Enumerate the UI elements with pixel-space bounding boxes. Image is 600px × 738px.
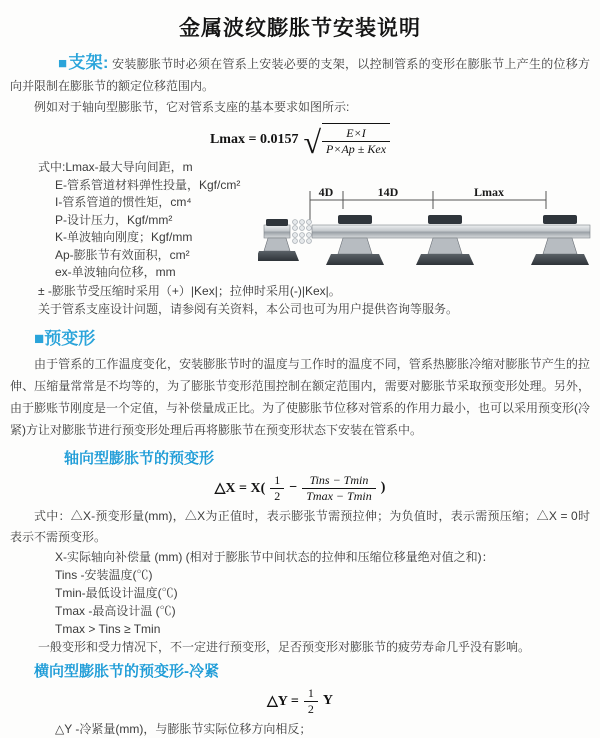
lmax-formula-numerator: E×I	[322, 127, 390, 142]
section-preform-heading	[34, 328, 590, 350]
support-example-line: 例如对于轴向型膨胀节，它对管系支座的基本要求如图所示:	[34, 100, 350, 114]
lateral-formula-lhs: △Y =	[267, 693, 299, 709]
definition-line: ex-单波轴向位移，mm	[55, 265, 176, 279]
lmax-formula-denominator: P×Ap ± Kex	[326, 142, 387, 156]
radical-sign: √	[303, 123, 322, 160]
section-preform-label: 预变形	[44, 328, 96, 348]
lateral-formula-denominator: 2	[307, 701, 314, 716]
section-square-icon: ■	[34, 328, 45, 348]
axial-formula-minus: −	[289, 480, 298, 495]
pipe	[312, 225, 590, 238]
lmax-formula-fraction	[322, 127, 390, 156]
lateral-formula	[10, 687, 590, 716]
dimension-label-4d: 4D	[318, 185, 334, 199]
page-title: 金属波纹膨胀节安装说明	[179, 17, 421, 40]
lateral-note-line: △Y -冷紧量(mm)，与膨胀节实际位移方向相反；	[55, 721, 312, 736]
lmax-formula-lhs: Lmax = 0.0157	[209, 131, 299, 147]
pipe-support	[326, 215, 384, 265]
pipe-stub	[264, 225, 290, 238]
axial-definition-line: Tmax > Tins ≥ Tmin	[55, 621, 161, 636]
axial-definition-line: Tmax -最高设计温 (℃)	[55, 603, 176, 618]
formula-definitions-list	[10, 159, 258, 282]
lateral-formula-fraction	[304, 687, 318, 716]
plus-minus-note: ± -膨胀节受压缩时采用（+）|Kex|；拉伸时采用(-)|Kex|。	[38, 283, 341, 298]
axial-formula	[10, 474, 590, 503]
axial-definition-line: Tins -安装温度(℃)	[55, 567, 153, 582]
axial-explain-paragraph: 式中：△X-预变形量(mm)，△X为正值时，表示膨张节需预拉伸；为负值时，表示需预压缩；△X = 0时表示不需预变形。	[10, 508, 590, 544]
definition-line: I-管系管道的惯性矩，cm⁴	[55, 195, 192, 209]
definitions-and-diagram	[10, 159, 590, 282]
axial-formula-half-denominator: 2	[274, 488, 281, 503]
section-square-icon: ■	[58, 55, 68, 72]
support-intro-text: 安装膨胀节时必须在管系上安装必要的支架，以控制管系的变形在膨胀节上产生的位移方向并限制在膨胀节的额定位移范围内。	[10, 57, 590, 93]
support-intro-paragraph	[10, 52, 590, 97]
definition-line: K-单波轴向刚度；Kgf/mm	[55, 230, 193, 244]
pipe-support-diagram-svg	[258, 183, 600, 277]
axial-subheading: 轴向型膨胀节的预变形	[64, 449, 215, 467]
lmax-formula-radicand	[322, 123, 390, 156]
definition-line: E-管系管道材料弹性投量，Kgf/cm²	[55, 177, 241, 192]
definition-line: P-设计压力，Kgf/mm²	[55, 212, 173, 227]
pipe-support-diagram	[258, 183, 600, 280]
axial-remark-line: 一般变形和受力情况下，不一定进行预变形，足否预变形对膨胀节的疲劳寿命几乎没有影响。	[38, 639, 531, 654]
axial-formula-lhs: △X = X(	[214, 480, 266, 496]
dimension-label-14d: 14D	[377, 185, 399, 199]
definition-line: Ap-膨胀节有效面积，cm²	[55, 247, 190, 262]
axial-definitions-list	[10, 548, 590, 656]
service-note: 关于管系支座设计问题，请参阅有关资料，本公司也可为用户提供咨询等服务。	[38, 301, 459, 316]
lmax-formula	[10, 123, 590, 160]
pipe-support	[531, 215, 589, 265]
section-support-label: 支架:	[68, 53, 109, 72]
bellows-icon	[293, 220, 312, 244]
definition-line: 式中:Lmax-最大导向间距，m	[38, 160, 193, 174]
axial-formula-temp-fraction	[302, 474, 375, 503]
axial-formula-rparen: )	[380, 480, 386, 495]
pipe-support	[416, 215, 474, 265]
axial-formula-temp-denominator: Tmax − Tmin	[306, 488, 372, 503]
lateral-formula-rhs: Y	[322, 693, 333, 708]
axial-formula-half-numerator: 1	[270, 474, 284, 489]
lateral-subheading: 横向型膨胀节的预变形-冷紧	[34, 662, 219, 680]
axial-formula-temp-numerator: Tins − Tmin	[302, 474, 375, 489]
axial-definition-line: X-实际轴向补偿量 (mm) (相对于膨胀节中间状态的拉伸和压缩位移量绝对值之和)：	[55, 549, 494, 564]
section-support-heading	[58, 53, 109, 72]
axial-formula-half-fraction	[270, 474, 284, 503]
dimension-label-lmax: Lmax	[474, 185, 504, 199]
axial-definition-line: Tmin-最低设计温度(℃)	[55, 585, 178, 600]
lateral-formula-numerator: 1	[304, 687, 318, 702]
preform-paragraph: 由于管系的工作温度变化，安装膨胀节时的温度与工作时的温度不同，管系热膨胀冷缩对膨胀节产生的拉伸、压缩量常常是不均等的，为了膨胀节变形范围控制在额定范围内，需要对膨胀节采取预变形处理。另外，由于膨账节刚度是一个定值，与补偿量成正比。为了使膨胀节位移对管系的作用力最小，也可以采用预变形(冷紧)方让对膨胀节进行预变形处理后再将膨胀节在预变形状态下安装在管系中。	[10, 356, 591, 437]
